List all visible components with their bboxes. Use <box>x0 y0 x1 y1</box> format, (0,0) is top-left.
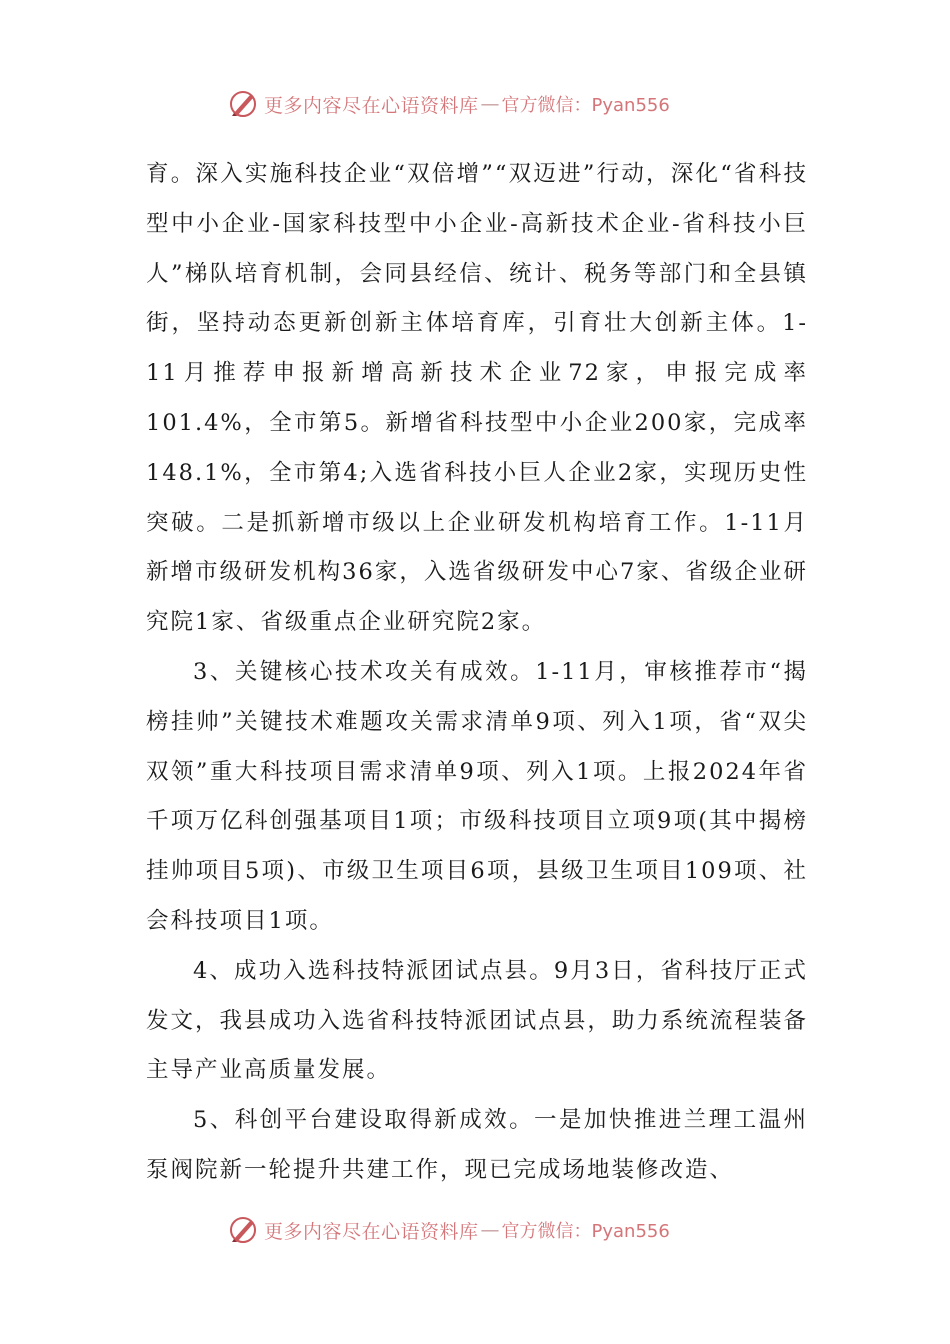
header-watermark-banner <box>228 87 670 121</box>
banner-account: 官方微信：Pyan556 <box>501 95 670 116</box>
banner-text: 更多内容尽在心语资料库 <box>264 94 479 117</box>
pen-logo-icon <box>228 89 258 119</box>
document-body <box>146 150 808 1196</box>
paragraph-2: 3、关键核心技术攻关有成效。1-11月，审核推荐市“揭榜挂帅”关键技术难题攻关需求清单9项、列入1项，省“双尖双领”重大科技项目需求清单9项、列入1项。上报2024年省千项万亿科创强基项目1项；市级科技项目立项9项(其中揭榜挂帅项目5项)、市级卫生项目6项，县级卫生项目109项、社会科技项目1项。 <box>146 658 808 934</box>
banner-text: 更多内容尽在心语资料库 <box>264 1220 479 1243</box>
banner-separator: — <box>480 1219 500 1241</box>
banner-separator: — <box>480 93 500 115</box>
paragraph-4: 5、科创平台建设取得新成效。一是加快推进兰理工温州泵阀院新一轮提升共建工作，现已完成场地装修改造、 <box>146 1107 808 1183</box>
banner-account: 官方微信：Pyan556 <box>501 1221 670 1242</box>
paragraph-1: 育。深入实施科技企业“双倍增”“双迈进”行动，深化“省科技型中小企业-国家科技型中小企业-高新技术企业-省科技小巨人”梯队培育机制，会同县经信、统计、税务等部门和全县镇街，坚持动态更新创新主体培育库，引育壮大创新主体。1-11月推荐申报新增高新技术企业72家，申报完成率101.4%，全市第5。新增省科技型中小企业200家，完成率148.1%，全市第4;入选省科技小巨人企业2家，实现历史性突破。二是抓新增市级以上企业研发机构培育工作。1-11月新增市级研发机构36家，入选省级研发中心7家、省级企业研究院1家、省级重点企业研究院2家。 <box>146 161 808 636</box>
footer-watermark-banner <box>228 1213 670 1247</box>
pen-logo-icon <box>228 1215 258 1245</box>
paragraph-3: 4、成功入选科技特派团试点县。9月3日，省科技厅正式发文，我县成功入选省科技特派团试点县，助力系统流程装备主导产业高质量发展。 <box>146 957 808 1084</box>
